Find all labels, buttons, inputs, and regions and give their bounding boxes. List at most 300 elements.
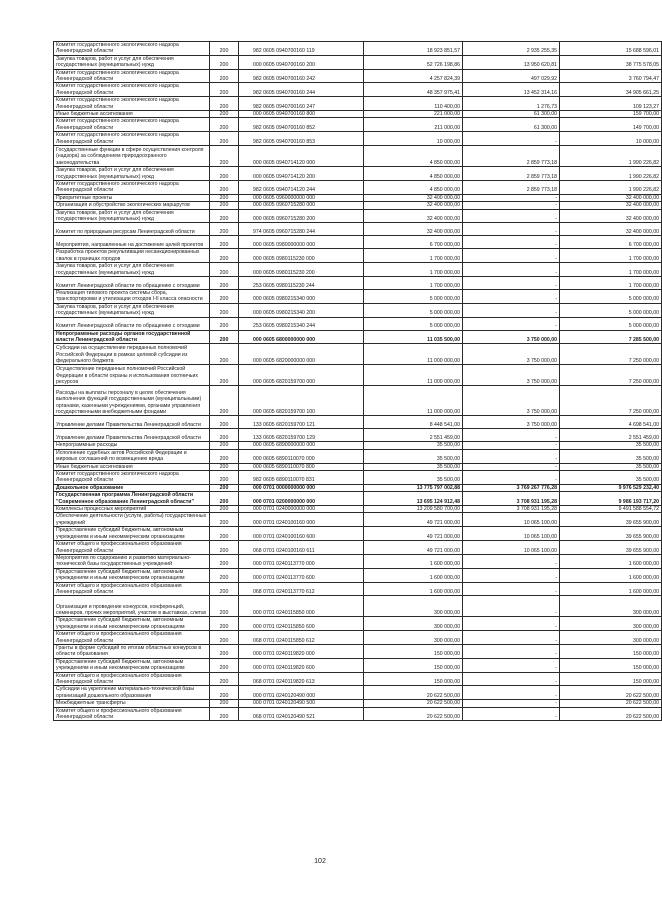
row-kbk: 068 0701 0240119820 613 — [239, 672, 364, 686]
row-executed-amount: 3 750 000,00 — [463, 416, 560, 429]
row-unexecuted-amount: 7 250 000,00 — [560, 365, 662, 386]
row-kbk: 000 0701 0000000000 000 — [239, 484, 364, 491]
row-code: 200 — [210, 249, 239, 263]
row-plan-amount: 300 000,00 — [364, 617, 463, 631]
row-name: Комитет государственного экологического надзора Ленинградской области — [54, 118, 210, 132]
row-executed-amount: - — [463, 449, 560, 463]
row-name: Комитет общего и профессионального образования Ленинградской области — [54, 631, 210, 645]
row-unexecuted-amount: 38 775 578,05 — [560, 55, 662, 69]
row-executed-amount: 3 750 000,00 — [463, 365, 560, 386]
table-row — [54, 202, 662, 209]
row-name: Комитет по природным ресурсам Ленинградской области — [54, 223, 210, 236]
row-kbk: 000 0701 0240100160 000 — [239, 513, 364, 527]
row-kbk: 068 0701 0240120490 521 — [239, 707, 364, 721]
row-unexecuted-amount: 150 000,00 — [560, 658, 662, 672]
row-plan-amount: 4 850 000,00 — [364, 146, 463, 167]
row-kbk: 000 0701 0240100160 600 — [239, 527, 364, 541]
row-kbk: 000 0605 0940714120 000 — [239, 146, 364, 167]
row-code: 200 — [210, 317, 239, 330]
row-executed-amount: - — [463, 617, 560, 631]
row-code: 200 — [210, 596, 239, 617]
row-unexecuted-amount: 300 000,00 — [560, 617, 662, 631]
row-plan-amount: 4 257 824,39 — [364, 69, 463, 83]
row-executed-amount: - — [463, 442, 560, 449]
row-executed-amount: 61 300,00 — [463, 118, 560, 132]
table-body — [54, 42, 662, 721]
row-code: 200 — [210, 471, 239, 485]
row-executed-amount: - — [463, 223, 560, 236]
row-plan-amount: 4 850 000,00 — [364, 167, 463, 181]
row-unexecuted-amount: 39 655 900,00 — [560, 527, 662, 541]
row-name: Государственные функции в сфере осуществления контроля (надзора) за соблюдением природоохранного законодательства — [54, 146, 210, 167]
row-kbk: 000 0701 0240113770 000 — [239, 554, 364, 568]
row-unexecuted-amount: 15 688 596,01 — [560, 42, 662, 56]
row-plan-amount: 49 721 000,00 — [364, 527, 463, 541]
row-executed-amount: - — [463, 194, 560, 201]
row-code: 200 — [210, 263, 239, 277]
table-row — [54, 707, 662, 721]
row-executed-amount: 1 276,73 — [463, 97, 560, 111]
table-row — [54, 330, 662, 344]
table-row — [54, 658, 662, 672]
row-unexecuted-amount: 35 500,00 — [560, 442, 662, 449]
row-kbk: 000 0605 6820159700 000 — [239, 365, 364, 386]
table-row — [54, 442, 662, 449]
row-kbk: 253 0605 0980215340 244 — [239, 317, 364, 330]
row-plan-amount: 5 000 000,00 — [364, 289, 463, 303]
table-row — [54, 568, 662, 582]
row-name: Комитет государственного экологического надзора Ленинградской области — [54, 132, 210, 146]
table-row — [54, 554, 662, 568]
row-name: Управление делами Правительства Ленинградской области — [54, 429, 210, 442]
row-plan-amount: 5 000 000,00 — [364, 317, 463, 330]
row-executed-amount: 13 452 314,16 — [463, 83, 560, 97]
row-unexecuted-amount: 39 655 900,00 — [560, 541, 662, 555]
table-row — [54, 506, 662, 513]
row-kbk: 000 0605 0980215340 200 — [239, 303, 364, 317]
row-kbk: 000 0605 0960715280 200 — [239, 209, 364, 223]
row-kbk: 000 0701 0240119820 000 — [239, 644, 364, 658]
row-code: 200 — [210, 527, 239, 541]
row-code: 200 — [210, 365, 239, 386]
row-code: 200 — [210, 707, 239, 721]
row-code: 200 — [210, 209, 239, 223]
row-unexecuted-amount: 7 285 500,00 — [560, 330, 662, 344]
table-row — [54, 582, 662, 596]
row-unexecuted-amount: 1 600 000,00 — [560, 582, 662, 596]
row-code: 200 — [210, 344, 239, 365]
row-code: 200 — [210, 180, 239, 194]
table-row — [54, 132, 662, 146]
row-code: 200 — [210, 55, 239, 69]
row-code: 200 — [210, 672, 239, 686]
row-name: Комплексы процессных мероприятий — [54, 506, 210, 513]
row-name: Комитет государственного экологического надзора Ленинградской области — [54, 83, 210, 97]
table-row — [54, 69, 662, 83]
row-name: Предоставление субсидий бюджетным, автономным учреждениям и иным некоммерческим организациям — [54, 658, 210, 672]
row-plan-amount: 13 209 580 700,00 — [364, 506, 463, 513]
row-plan-amount: 32 400 000,00 — [364, 223, 463, 236]
row-plan-amount: 13 695 124 912,48 — [364, 492, 463, 506]
row-kbk: 000 0605 6820159700 100 — [239, 386, 364, 416]
row-code: 200 — [210, 386, 239, 416]
row-executed-amount: - — [463, 263, 560, 277]
row-unexecuted-amount: 5 000 000,00 — [560, 289, 662, 303]
row-kbk: 000 0701 0240000000 000 — [239, 506, 364, 513]
row-unexecuted-amount: 35 500,00 — [560, 449, 662, 463]
row-code: 200 — [210, 513, 239, 527]
row-kbk: 974 0605 0960715280 244 — [239, 223, 364, 236]
table-row — [54, 492, 662, 506]
row-code: 200 — [210, 146, 239, 167]
table-row — [54, 631, 662, 645]
row-name: Комитет Ленинградской области по обращению с отходами — [54, 317, 210, 330]
table-row — [54, 463, 662, 470]
row-plan-amount: 150 000,00 — [364, 658, 463, 672]
row-unexecuted-amount: 9 986 193 717,20 — [560, 492, 662, 506]
row-code: 200 — [210, 442, 239, 449]
row-plan-amount: 110 400,00 — [364, 97, 463, 111]
row-code: 200 — [210, 541, 239, 555]
row-unexecuted-amount: 1 990 226,82 — [560, 167, 662, 181]
row-executed-amount: 497 029,92 — [463, 69, 560, 83]
row-plan-amount: 11 035 500,00 — [364, 330, 463, 344]
row-kbk: 068 0701 0240113770 612 — [239, 582, 364, 596]
row-plan-amount: 49 721 000,00 — [364, 513, 463, 527]
row-unexecuted-amount: 150 000,00 — [560, 644, 662, 658]
row-name: Закупка товаров, работ и услуг для обеспечения государственных (муниципальных) нужд — [54, 167, 210, 181]
row-code: 200 — [210, 658, 239, 672]
row-plan-amount: 32 400 000,00 — [364, 202, 463, 209]
row-name: Комитет общего и профессионального образования Ленинградской области — [54, 582, 210, 596]
row-plan-amount: 49 721 000,00 — [364, 541, 463, 555]
table-row — [54, 55, 662, 69]
row-unexecuted-amount: 5 000 000,00 — [560, 317, 662, 330]
row-code: 200 — [210, 631, 239, 645]
row-kbk: 000 0605 0940700160 200 — [239, 55, 364, 69]
row-name: Предоставление субсидий бюджетным, автономным учреждениям и иным некоммерческим организациям — [54, 617, 210, 631]
row-code: 200 — [210, 111, 239, 118]
table-row — [54, 83, 662, 97]
row-executed-amount: - — [463, 132, 560, 146]
row-plan-amount: 35 500,00 — [364, 442, 463, 449]
row-code: 200 — [210, 132, 239, 146]
row-plan-amount: 150 000,00 — [364, 672, 463, 686]
row-name: Обеспечение деятельности (услуги, работы) государственных учреждений — [54, 513, 210, 527]
row-unexecuted-amount: 3 760 794,47 — [560, 69, 662, 83]
row-unexecuted-amount: 4 698 541,00 — [560, 416, 662, 429]
row-unexecuted-amount: 2 551 459,00 — [560, 429, 662, 442]
row-kbk: 000 0701 0240115850 000 — [239, 596, 364, 617]
row-kbk: 000 0605 0980115230 200 — [239, 263, 364, 277]
row-code: 200 — [210, 484, 239, 491]
row-code: 200 — [210, 42, 239, 56]
row-executed-amount: - — [463, 631, 560, 645]
row-plan-amount: 13 775 797 002,88 — [364, 484, 463, 491]
row-name: Государственная программа Ленинградской области "Современное образование Ленинградской области" — [54, 492, 210, 506]
row-unexecuted-amount: 32 400 000,00 — [560, 223, 662, 236]
row-name: Гранты в форме субсидий по итогам областных конкурсов в области образования — [54, 644, 210, 658]
row-name: Управление делами Правительства Ленинградской области — [54, 416, 210, 429]
row-executed-amount: - — [463, 236, 560, 249]
row-plan-amount: 1 600 000,00 — [364, 582, 463, 596]
row-executed-amount: 3 708 931 195,28 — [463, 506, 560, 513]
row-plan-amount: 35 500,00 — [364, 463, 463, 470]
row-code: 200 — [210, 582, 239, 596]
row-kbk: 000 0605 0980215340 000 — [239, 289, 364, 303]
row-unexecuted-amount: 1 700 000,00 — [560, 263, 662, 277]
row-name: Предоставление субсидий бюджетным, автономным учреждениям и иным некоммерческим организациям — [54, 568, 210, 582]
row-name: Комитет государственного экологического надзора Ленинградской области — [54, 471, 210, 485]
row-name: Исполнение судебных актов Российской Федерации и мировых соглашений по возмещению вреда — [54, 449, 210, 463]
row-executed-amount: 2 859 773,18 — [463, 180, 560, 194]
row-executed-amount: - — [463, 707, 560, 721]
row-executed-amount: - — [463, 672, 560, 686]
row-name: Осуществление переданных полномочий Российской Федерации в области охраны и использования охотничьих ресурсов — [54, 365, 210, 386]
row-name: Комитет государственного экологического надзора Ленинградской области — [54, 97, 210, 111]
row-unexecuted-amount: 7 250 000,00 — [560, 386, 662, 416]
table-row — [54, 167, 662, 181]
row-executed-amount: - — [463, 209, 560, 223]
row-name: Закупка товаров, работ и услуг для обеспечения государственных (муниципальных) нужд — [54, 55, 210, 69]
table-row — [54, 118, 662, 132]
row-plan-amount: 18 923 851,57 — [364, 42, 463, 56]
row-kbk: 253 0605 0980115230 244 — [239, 276, 364, 289]
row-code: 200 — [210, 568, 239, 582]
table-row — [54, 429, 662, 442]
row-unexecuted-amount: 20 622 500,00 — [560, 686, 662, 700]
row-plan-amount: 8 448 541,00 — [364, 416, 463, 429]
row-kbk: 000 0605 0980115230 000 — [239, 249, 364, 263]
row-code: 200 — [210, 506, 239, 513]
row-executed-amount: - — [463, 686, 560, 700]
row-kbk: 068 0701 0240115850 612 — [239, 631, 364, 645]
row-name: Комитет государственного экологического надзора Ленинградской области — [54, 180, 210, 194]
table-row — [54, 276, 662, 289]
row-code: 200 — [210, 202, 239, 209]
row-code: 200 — [210, 700, 239, 707]
row-executed-amount: 10 065 100,00 — [463, 513, 560, 527]
row-unexecuted-amount: 9 976 529 232,40 — [560, 484, 662, 491]
row-unexecuted-amount: 34 905 661,25 — [560, 83, 662, 97]
row-code: 200 — [210, 276, 239, 289]
row-code: 200 — [210, 69, 239, 83]
row-plan-amount: 32 400 000,00 — [364, 194, 463, 201]
table-row — [54, 386, 662, 416]
row-kbk: 000 0605 0940714120 200 — [239, 167, 364, 181]
row-unexecuted-amount: 10 000,00 — [560, 132, 662, 146]
row-plan-amount: 150 000,00 — [364, 644, 463, 658]
table-row — [54, 617, 662, 631]
row-plan-amount: 1 700 000,00 — [364, 276, 463, 289]
row-name: Закупка товаров, работ и услуг для обеспечения государственных (муниципальных) нужд — [54, 263, 210, 277]
row-name: Реализация типового проекта системы сбора, транспортировки и утилизации отходов I-II класса опасности — [54, 289, 210, 303]
table-row — [54, 644, 662, 658]
row-plan-amount: 300 000,00 — [364, 596, 463, 617]
row-plan-amount: 211 000,00 — [364, 118, 463, 132]
row-unexecuted-amount: 1 990 226,82 — [560, 146, 662, 167]
table-row — [54, 686, 662, 700]
row-executed-amount: 10 065 100,00 — [463, 527, 560, 541]
row-kbk: 000 0605 6890000000 000 — [239, 442, 364, 449]
row-code: 200 — [210, 429, 239, 442]
row-unexecuted-amount: 159 700,00 — [560, 111, 662, 118]
table-row — [54, 449, 662, 463]
row-code: 200 — [210, 463, 239, 470]
row-unexecuted-amount: 7 250 000,00 — [560, 344, 662, 365]
row-code: 200 — [210, 118, 239, 132]
row-kbk: 982 0605 0940714120 244 — [239, 180, 364, 194]
row-executed-amount: 3 708 931 195,28 — [463, 492, 560, 506]
row-plan-amount: 11 000 000,00 — [364, 386, 463, 416]
row-kbk: 000 0701 0240115850 600 — [239, 617, 364, 631]
row-unexecuted-amount: 150 000,00 — [560, 672, 662, 686]
row-name: Закупка товаров, работ и услуг для обеспечения государственных (муниципальных) нужд — [54, 303, 210, 317]
row-name: Комитет государственного экологического надзора Ленинградской области — [54, 69, 210, 83]
row-name: Мероприятия по содержанию и развитию материально-технической базы государственных учреждений — [54, 554, 210, 568]
table-row — [54, 365, 662, 386]
row-plan-amount: 1 700 000,00 — [364, 249, 463, 263]
row-unexecuted-amount: 1 600 000,00 — [560, 554, 662, 568]
row-name: Субсидии на осуществление переданных полномочий Российской Федерации в рамках целевой субсидии из федерального бюджета — [54, 344, 210, 365]
row-kbk: 000 0605 0940700160 800 — [239, 111, 364, 118]
row-name: Организация и проведение конкурсов, конференций, семинаров, прочих мероприятий, участие в выставках, слетах — [54, 596, 210, 617]
row-kbk: 000 0701 0240120490 000 — [239, 686, 364, 700]
table-row — [54, 303, 662, 317]
row-unexecuted-amount: 20 622 500,00 — [560, 707, 662, 721]
row-kbk: 000 0701 0240119820 600 — [239, 658, 364, 672]
row-code: 200 — [210, 303, 239, 317]
row-name: Непрограммные расходы органов государственной власти Ленинградской области — [54, 330, 210, 344]
row-unexecuted-amount: 35 500,00 — [560, 471, 662, 485]
row-executed-amount: - — [463, 289, 560, 303]
row-code: 200 — [210, 492, 239, 506]
row-kbk: 000 0701 0240120490 500 — [239, 700, 364, 707]
row-executed-amount: - — [463, 596, 560, 617]
row-plan-amount: 5 000 000,00 — [364, 303, 463, 317]
table-row — [54, 42, 662, 56]
row-code: 200 — [210, 554, 239, 568]
row-code: 200 — [210, 223, 239, 236]
table-row — [54, 236, 662, 249]
row-kbk: 982 0605 0940700160 852 — [239, 118, 364, 132]
table-row — [54, 527, 662, 541]
row-plan-amount: 10 000,00 — [364, 132, 463, 146]
table-row — [54, 344, 662, 365]
row-code: 200 — [210, 644, 239, 658]
row-plan-amount: 221 000,00 — [364, 111, 463, 118]
row-plan-amount: 4 850 000,00 — [364, 180, 463, 194]
table-row — [54, 416, 662, 429]
row-kbk: 982 0605 0940700160 242 — [239, 69, 364, 83]
row-name: Комитет общего и профессионального образования Ленинградской области — [54, 541, 210, 555]
table-row — [54, 700, 662, 707]
row-code: 200 — [210, 289, 239, 303]
row-kbk: 000 0701 0240113770 600 — [239, 568, 364, 582]
row-kbk: 000 0605 0980000000 000 — [239, 236, 364, 249]
row-unexecuted-amount: 32 400 000,00 — [560, 202, 662, 209]
row-plan-amount: 1 700 000,00 — [364, 263, 463, 277]
row-kbk: 000 0701 0200000000 000 — [239, 492, 364, 506]
row-executed-amount: - — [463, 554, 560, 568]
row-code: 200 — [210, 194, 239, 201]
row-unexecuted-amount: 5 000 000,00 — [560, 303, 662, 317]
table-row — [54, 672, 662, 686]
row-executed-amount: - — [463, 582, 560, 596]
row-kbk: 982 0605 0940700160 119 — [239, 42, 364, 56]
row-executed-amount: - — [463, 568, 560, 582]
row-name: Дошкольное образование — [54, 484, 210, 491]
table-row — [54, 513, 662, 527]
row-executed-amount: 3 750 000,00 — [463, 386, 560, 416]
page-number: 102 — [314, 858, 326, 865]
table-row — [54, 223, 662, 236]
row-name: Комитет общего и профессионального образования Ленинградской области — [54, 672, 210, 686]
row-plan-amount: 11 000 000,00 — [364, 365, 463, 386]
row-executed-amount: - — [463, 202, 560, 209]
row-executed-amount: 13 950 620,81 — [463, 55, 560, 69]
row-unexecuted-amount: 32 400 000,00 — [560, 194, 662, 201]
row-name: Непрограммные расходы — [54, 442, 210, 449]
row-kbk: 000 0605 6800000000 000 — [239, 330, 364, 344]
row-kbk: 982 0605 6890110070 831 — [239, 471, 364, 485]
row-code: 200 — [210, 330, 239, 344]
row-name: Приоритетные проекты — [54, 194, 210, 201]
row-plan-amount: 48 357 975,41 — [364, 83, 463, 97]
row-kbk: 982 0605 0940700160 247 — [239, 97, 364, 111]
row-executed-amount: - — [463, 249, 560, 263]
row-executed-amount: - — [463, 644, 560, 658]
row-executed-amount: - — [463, 658, 560, 672]
row-code: 200 — [210, 617, 239, 631]
row-plan-amount: 1 600 000,00 — [364, 554, 463, 568]
table-row — [54, 596, 662, 617]
row-plan-amount: 35 500,00 — [364, 471, 463, 485]
table-row — [54, 471, 662, 485]
row-executed-amount: 2 935 255,35 — [463, 42, 560, 56]
row-unexecuted-amount: 300 000,00 — [560, 596, 662, 617]
row-name: Организация и обустройство экологических маршрутов — [54, 202, 210, 209]
table-row — [54, 97, 662, 111]
row-kbk: 133 0605 6820159700 129 — [239, 429, 364, 442]
row-name: Комитет государственного экологического надзора Ленинградской области — [54, 42, 210, 56]
row-code: 200 — [210, 416, 239, 429]
row-kbk: 133 0605 6820159700 121 — [239, 416, 364, 429]
row-unexecuted-amount: 9 491 588 554,72 — [560, 506, 662, 513]
row-executed-amount: 2 859 773,18 — [463, 167, 560, 181]
row-kbk: 000 0605 6890110070 000 — [239, 449, 364, 463]
row-unexecuted-amount: 1 600 000,00 — [560, 568, 662, 582]
budget-execution-table — [53, 41, 662, 721]
row-executed-amount: - — [463, 463, 560, 470]
row-unexecuted-amount: 149 700,00 — [560, 118, 662, 132]
row-unexecuted-amount: 1 700 000,00 — [560, 249, 662, 263]
row-plan-amount: 20 622 500,00 — [364, 700, 463, 707]
row-executed-amount: - — [463, 471, 560, 485]
row-name: Межбюджетные трансферты — [54, 700, 210, 707]
row-unexecuted-amount: 109 123,27 — [560, 97, 662, 111]
row-name: Комитет общего и профессионального образования Ленинградской области — [54, 707, 210, 721]
row-kbk: 000 0605 6820000000 000 — [239, 344, 364, 365]
table-row — [54, 249, 662, 263]
row-plan-amount: 11 000 000,00 — [364, 344, 463, 365]
table-row — [54, 194, 662, 201]
row-executed-amount: 2 859 773,18 — [463, 146, 560, 167]
row-code: 200 — [210, 449, 239, 463]
row-executed-amount: 3 750 000,00 — [463, 330, 560, 344]
row-name: Комитет Ленинградской области по обращению с отходами — [54, 276, 210, 289]
row-kbk: 000 0605 6890110070 800 — [239, 463, 364, 470]
